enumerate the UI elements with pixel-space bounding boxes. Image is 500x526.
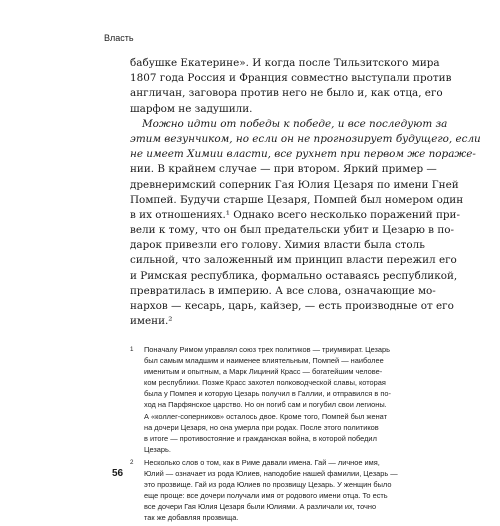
text-line: шарфом не задушили. (130, 102, 253, 115)
text-line: Можно идти от победы к победе, и все последуют за (142, 117, 448, 130)
text-line: англичан, заговора против него не было и, как отца, его (130, 87, 443, 100)
text-line: вели к тому, что он был предательски убит и Цезарю в по- (130, 224, 455, 237)
footnote-line: именитым и опытным, а Марк Лициний Красс — богатейшим челове- (144, 367, 383, 377)
page-number: 56 (112, 468, 124, 479)
footnote-line: это прозвище. Гай из рода Юлиев по прозвищу Цезарь. У женщин было (144, 480, 392, 490)
running-head: Власть (104, 33, 134, 43)
main-text (130, 56, 481, 329)
footnote (130, 457, 398, 524)
footnotes (130, 344, 398, 526)
text-line: и Римская республика, формально оставаясь республикой, (130, 269, 458, 282)
footnote-line: на дочери Цезаря, но она умерла при родах. После этого политиков (144, 422, 379, 432)
footnote-line: А «коллег-соперников» осталось двое. Кроме того, Помпей был женат (144, 411, 388, 421)
text-line: сильной, что заложенный им принцип власти пережил его (130, 254, 457, 267)
footnote-line: был самым младшим и наименее влиятельным, Помпей — наиболее (144, 356, 384, 366)
footnote-line: так же добавляя прозвища. (144, 513, 239, 523)
footnote-line: ком республики. Позже Красс захотел полководческой славы, которая (144, 378, 386, 388)
footnote-line: Цезарь. (144, 444, 171, 454)
text-line: имени.² (130, 315, 173, 328)
footnote-line: Юлий — означает из рода Юлиев, наподобие нашей фамилии, Цезарь — (144, 469, 398, 479)
footnote-line: была у Помпея и которую Цезарь получил в Галлии, и отправился в по- (144, 389, 391, 399)
footnote-line: Несколько слов о том, как в Риме давали имена. Гай — личное имя, (144, 457, 380, 467)
footnote-line: еще проще: все дочери получали имя от родового имени отца. То есть (144, 491, 388, 501)
footnote-number: 1 (130, 346, 134, 353)
text-line: нархов — кесарь, царь, кайзер, — есть производные от его (130, 300, 454, 312)
footnote-number: 2 (130, 458, 134, 466)
footnote-line: Поначалу Римом управлял союз трех политиков — триумвират. Цезарь (144, 345, 391, 354)
text-line: в их отношениях.¹ Однако всего несколько поражений при- (130, 208, 460, 221)
text-line: бабушке Екатерине». И когда после Тильзитского мира (130, 57, 440, 69)
footnote-line: ход на Парфянское царство. Но он погиб сам и погубил свои легионы. (144, 400, 387, 410)
text-line: 1807 года Россия и Франция совместно выступали против (130, 72, 452, 85)
text-line: древнеримский соперник Гая Юлия Цезаря по имени Гней (130, 178, 459, 191)
text-line: Помпей. Будучи старше Цезаря, Помпей был номером один (130, 193, 464, 206)
text-line: не имеет Химии власти, все рухнет при первом же пораже- (130, 148, 476, 161)
footnote-line: в итоге — противостояние и гражданская война, в которой победил (144, 433, 377, 443)
text-line: нии. В крайнем случае — при втором. Яркий пример — (130, 163, 437, 176)
footnote-line: все дочери Гая Юлия Цезаря были Юлиями. А различали их, точно (144, 502, 377, 512)
footnote (130, 344, 391, 455)
text-line: превратилась в империю. А все слова, означающие мо- (130, 284, 436, 297)
text-line: дарок привезли его голову. Химия власти была столь (130, 239, 425, 252)
text-line: этим везунчиком, но если он не прогнозирует будущего, если (130, 132, 481, 145)
